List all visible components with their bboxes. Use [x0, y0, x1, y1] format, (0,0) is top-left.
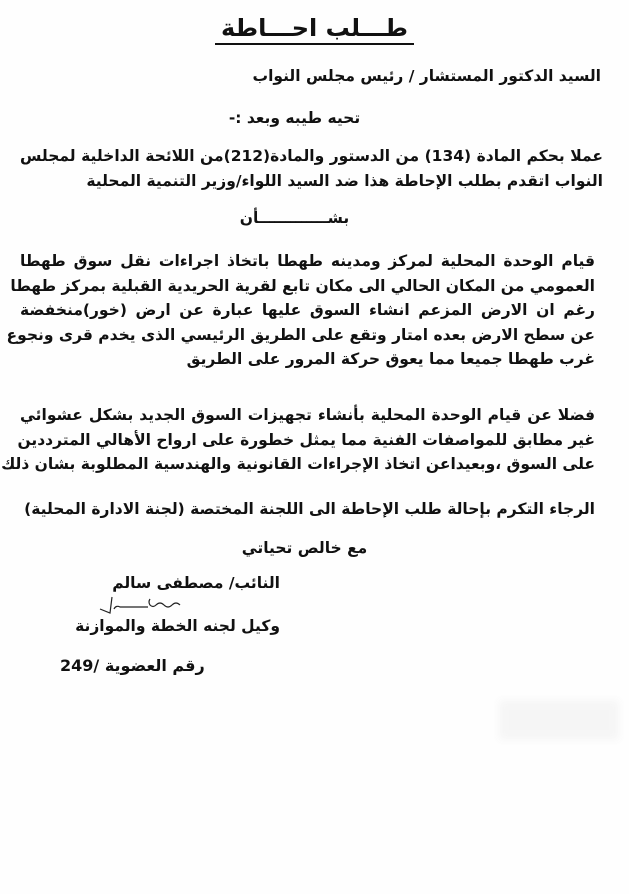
paragraph-1 — [6, 249, 595, 372]
closing: مع خالص تحياتي — [241, 539, 368, 557]
intro-line: النواب اتقدم بطلب الإحاطة هذا ضد السيد اللواء/وزير التنمية المحلية — [86, 171, 603, 190]
membership-number: رقم العضوية /249 — [60, 656, 205, 675]
request-text: الرجاء التكرم بإحالة طلب الإحاطة الى اللجنة المختصة (لجنة الادارة المحلية) — [24, 500, 595, 518]
paragraph-line: غير مطابق للمواصفات الفنية مما يمثل خطورة على ارواح الأهالي المترددين — [17, 430, 595, 449]
addressee: السيد الدكتور المستشار / رئيس مجلس النواب — [252, 67, 601, 85]
paragraph-line: العمومي من المكان الحالي الى مكان تابع لقرية الحريدية القبلية بمركز طهطا — [10, 276, 595, 295]
paragraph-line: عن سطح الارض بعده امتار وتقع على الطريق الرئيسي الذى يخدم قرى ونجوع — [6, 325, 595, 344]
signatory-name: النائب/ مصطفى سالم — [112, 574, 280, 592]
document-title: طـــلب احـــاطة — [0, 14, 629, 45]
greeting: تحيه طيبه وبعد :- — [228, 109, 361, 127]
intro-line: عملا بحكم المادة (134) من الدستور والمادة(212)من اللائحة الداخلية لمجلس — [20, 147, 603, 165]
handwritten-signature — [40, 595, 280, 615]
paragraph-line: فضلا عن قيام الوحدة المحلية بأنشاء تجهيزات السوق الجديد بشكل عشوائي — [20, 406, 595, 424]
intro-paragraph — [20, 144, 603, 193]
subject-heading: بشـــــــــــــأن — [239, 209, 350, 227]
paragraph-line: قيام الوحدة المحلية لمركز ومدينه طهطا باتخاذ اجراءات نقل سوق طهطا — [20, 252, 595, 270]
signature-scribble-icon — [80, 593, 200, 619]
paragraph-line: على السوق ،وبعيداعن اتخاذ الإجراءات القانونية والهندسية المطلوبة بشان ذلك — [1, 455, 595, 473]
signature-block — [40, 572, 280, 638]
paragraph-2 — [1, 403, 595, 477]
signatory-role: وكيل لجنه الخطة والموازنة — [75, 617, 280, 635]
paragraph-line: رغم ان الارض المزعم انشاء السوق عليها عبارة عن ارض (خور)منخفضة — [20, 301, 595, 319]
paragraph-line: غرب طهطا جميعا مما يعوق حركة المرور على الطريق — [186, 350, 595, 368]
paper-bleed-through — [499, 700, 619, 740]
